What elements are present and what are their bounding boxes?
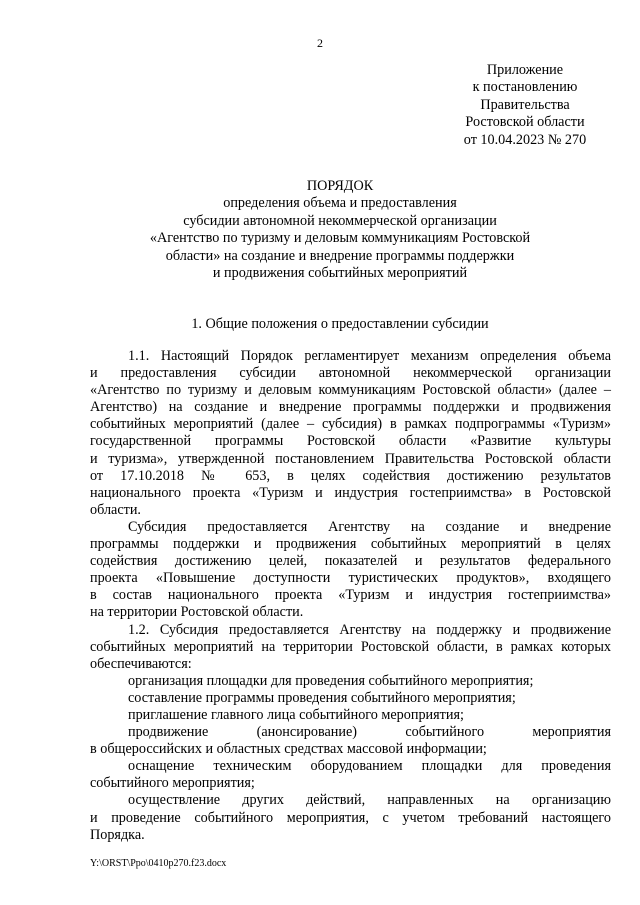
appendix-line: к постановлению (472, 79, 578, 96)
body-line: 1.2. Субсидия предоставляется Агентству на поддержку и продвижение (128, 621, 611, 638)
body-line: и предоставления субсидии автономной некоммерческой организации (90, 365, 611, 382)
body-line: и проведение событийного мероприятия, с учетом требований настоящего (90, 809, 611, 826)
body-line: Агентство) на создание и внедрение программы поддержки и продвижения (90, 399, 611, 416)
body-line: Порядка. (90, 826, 145, 843)
body-line: обеспечиваются: (90, 655, 192, 672)
body-line: событийных мероприятий на территории Ростовской области, в рамках которых (90, 638, 611, 655)
appendix-line: от 10.04.2023 № 270 (463, 131, 587, 148)
body-line: проекта «Повышение доступности туристических продуктов», входящего (90, 570, 611, 587)
body-line: государственной программы Ростовской области «Развитие культуры (90, 433, 611, 450)
appendix-line: Ростовской области (465, 114, 585, 131)
body-line: осуществление других действий, направленных на организацию (128, 792, 611, 809)
section-heading: 1. Общие положения о предоставлении субсидии (191, 316, 489, 332)
body-line: области. (90, 501, 141, 518)
body-line: приглашение главного лица событийного мероприятия; (128, 706, 464, 723)
body-line: на территории Ростовской области. (90, 604, 304, 621)
body-line: событийного мероприятия; (90, 775, 255, 792)
title-heading: ПОРЯДОК (306, 178, 374, 194)
body-line: продвижение (анонсирование) событийного мероприятия (128, 724, 611, 741)
body-line: национального проекта «Туризм и индустрия гостеприимства» в Ростовской (90, 484, 611, 501)
document-title (90, 178, 590, 282)
appendix-line: Приложение (486, 62, 564, 78)
title-line: субсидии автономной некоммерческой организации (183, 212, 497, 229)
file-path-footer: Y:\ORST\Ppo\0410p270.f23.docx (90, 858, 227, 869)
title-line: «Агентство по туризму и деловым коммуникациям Ростовской (149, 230, 531, 247)
title-line: определения объема и предоставления (223, 195, 457, 212)
body-line: программы поддержки и продвижения событийных мероприятий в целях (90, 536, 611, 553)
appendix-block (420, 62, 630, 149)
body-line: содействия достижению целей, показателей и результатов федерального (90, 553, 611, 570)
body-line: составление программы проведения событийного мероприятия; (128, 689, 516, 706)
body-line: оснащение техническим оборудованием площадки для проведения (128, 758, 611, 775)
body-line: и туризма», утвержденной постановлением Правительства Ростовской области (90, 450, 611, 467)
body-text (90, 348, 611, 844)
body-line: событийных мероприятий (далее – субсидия) в рамках подпрограммы «Туризм» (90, 416, 611, 433)
title-line: области» на создание и внедрение программы поддержки (165, 247, 515, 264)
page-number: 2 (317, 36, 323, 50)
body-line: 1.1. Настоящий Порядок регламентирует механизм определения объема (128, 348, 611, 364)
body-line: в общероссийских и областных средствах массовой информации; (90, 741, 487, 758)
body-line: Субсидия предоставляется Агентству на создание и внедрение (128, 518, 611, 535)
body-line: организация площадки для проведения событийного мероприятия; (128, 672, 534, 689)
appendix-line: Правительства (480, 96, 570, 113)
body-line: в состав национального проекта «Туризм и индустрия гостеприимства» (90, 587, 611, 604)
body-line: от 17.10.2018 № 653, в целях содействия достижению результатов (90, 467, 611, 484)
title-line: и продвижения событийных мероприятий (212, 265, 468, 282)
body-line: «Агентство по туризму и деловым коммуникациям Ростовской области» (далее – (90, 382, 611, 399)
